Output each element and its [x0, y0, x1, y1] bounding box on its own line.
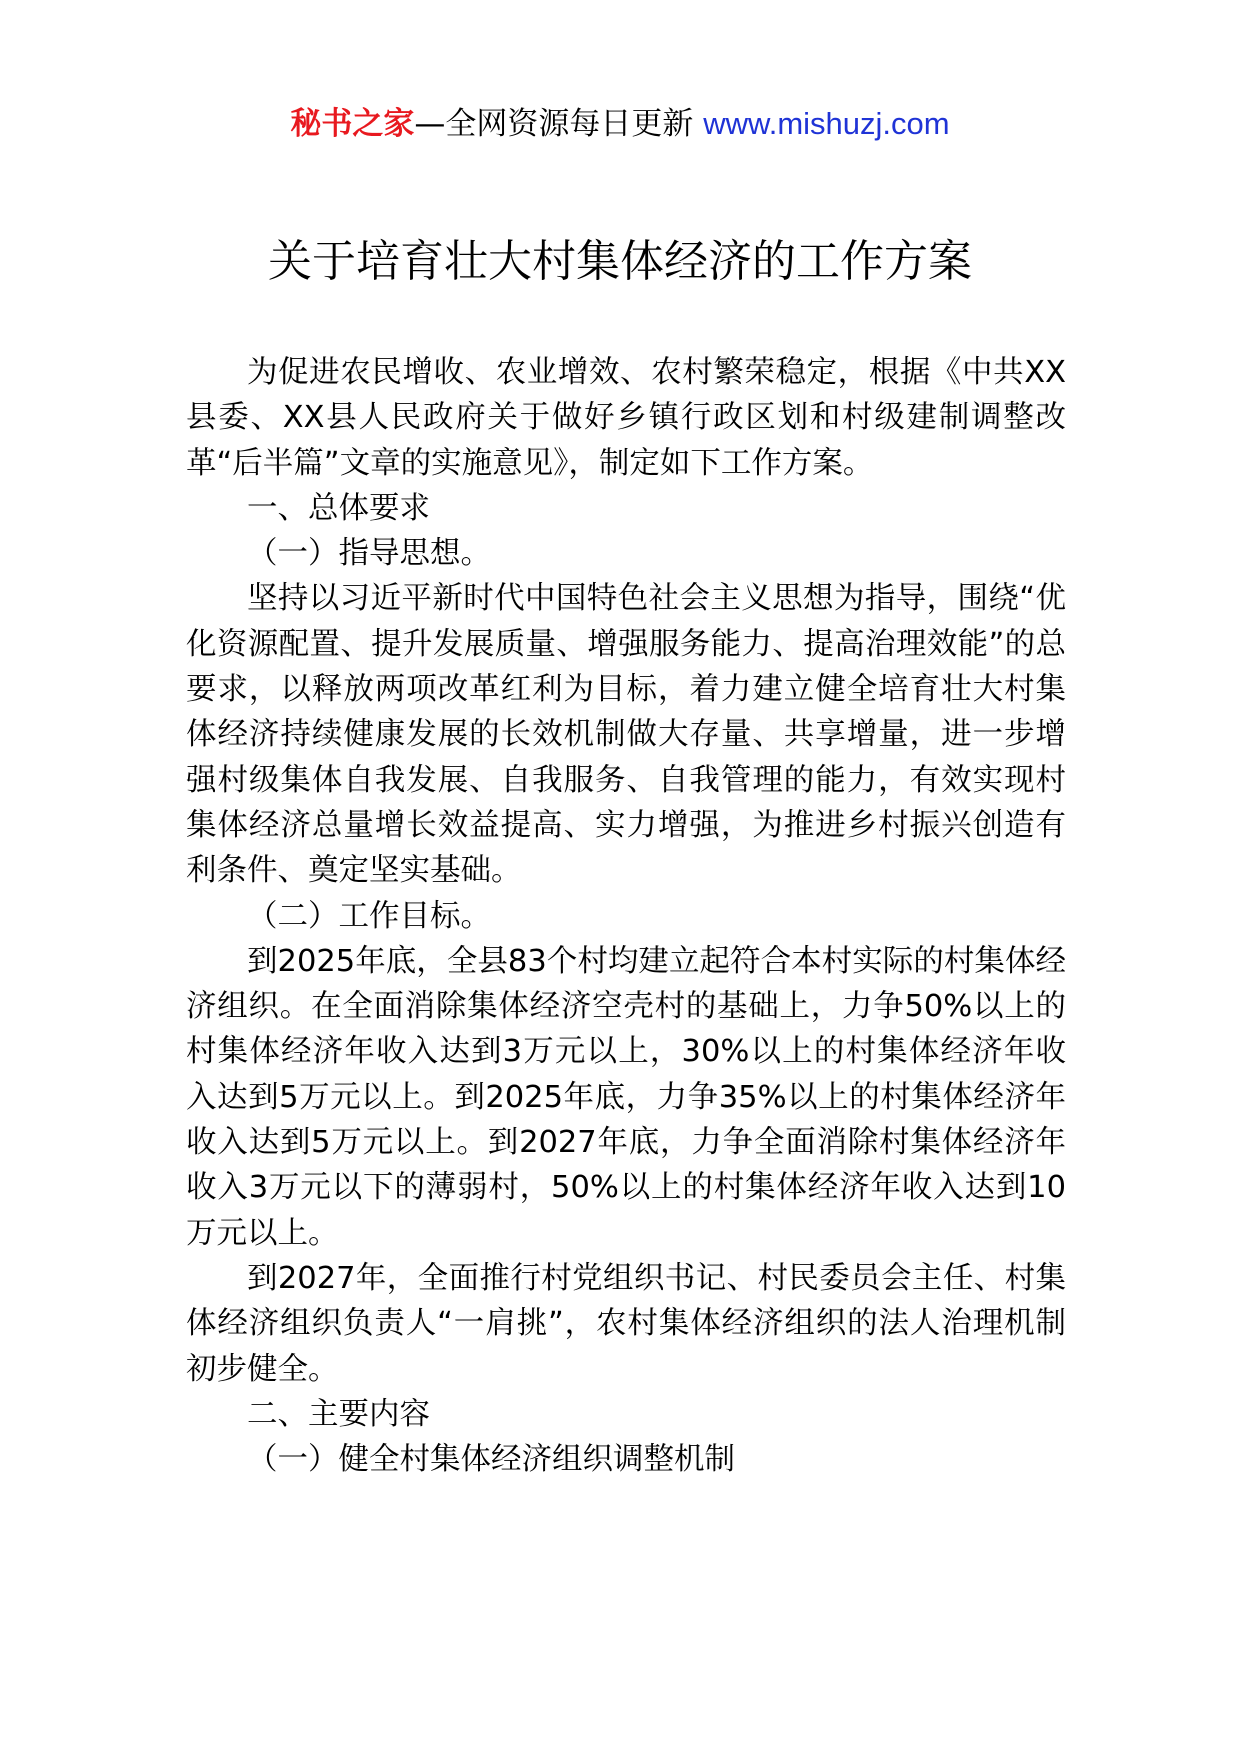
- subsection-heading-adjustment-mechanism: （一）健全村集体经济组织调整机制: [247, 1442, 735, 1478]
- section-heading-main-content: 二、主要内容: [247, 1396, 430, 1432]
- intro-paragraph: 为促进农民增收、农业增效、农村繁荣稳定，根据《中共XX县委、XX县人民政府关于做好乡镇行政区划和村级建制调整改革“后半篇”文章的实施意见》，制定如下工作方案。: [186, 355, 1066, 481]
- subsection-heading-work-goals: （二）工作目标。: [247, 898, 491, 934]
- site-tagline: —全网资源每日更新: [414, 106, 694, 142]
- site-url-link[interactable]: www.mishuzj.com: [703, 106, 950, 141]
- section-heading-general-requirements: 一、总体要求: [247, 490, 430, 526]
- document-title: 关于培育壮大村集体经济的工作方案: [268, 236, 972, 287]
- subsection-heading-guiding-ideology: （一）指导思想。: [247, 536, 491, 572]
- site-header: [0, 104, 1240, 144]
- work-goals-paragraph-2027: 到2027年，全面推行村党组织书记、村民委员会主任、村集体经济组织负责人“一肩挑”，农村集体经济组织的法人治理机制初步健全。: [186, 1260, 1066, 1387]
- work-goals-paragraph: 到2025年底，全县83个村均建立起符合本村实际的村集体经济组织。在全面消除集体经济空壳村的基础上，力争50%以上的村集体经济年收入达到3万元以上，30%以上的村集体经济年收入达到5万元以上。到2025年底，力争35%以上的村集体经济年收入达到5万元以上。到2027年底，力争全面消除村集体经济年收入3万元以下的薄弱村，50%以上的村集体经济年收入达到10万元以上。: [186, 943, 1066, 1251]
- site-brand: 秘书之家: [290, 106, 415, 142]
- guiding-ideology-paragraph: 坚持以习近平新时代中国特色社会主义思想为指导，围绕“优化资源配置、提升发展质量、增强服务能力、提高治理效能”的总要求，以释放两项改革红利为目标，着力建立健全培育壮大村集体经济持续健康发展的长效机制做大存量、共享增量，进一步增强村级集体自我发展、自我服务、自我管理的能力，有效实现村集体经济总量增长效益提高、实力增强，为推进乡村振兴创造有利条件、奠定坚实基础。: [186, 581, 1066, 889]
- document-body: [186, 350, 1066, 1482]
